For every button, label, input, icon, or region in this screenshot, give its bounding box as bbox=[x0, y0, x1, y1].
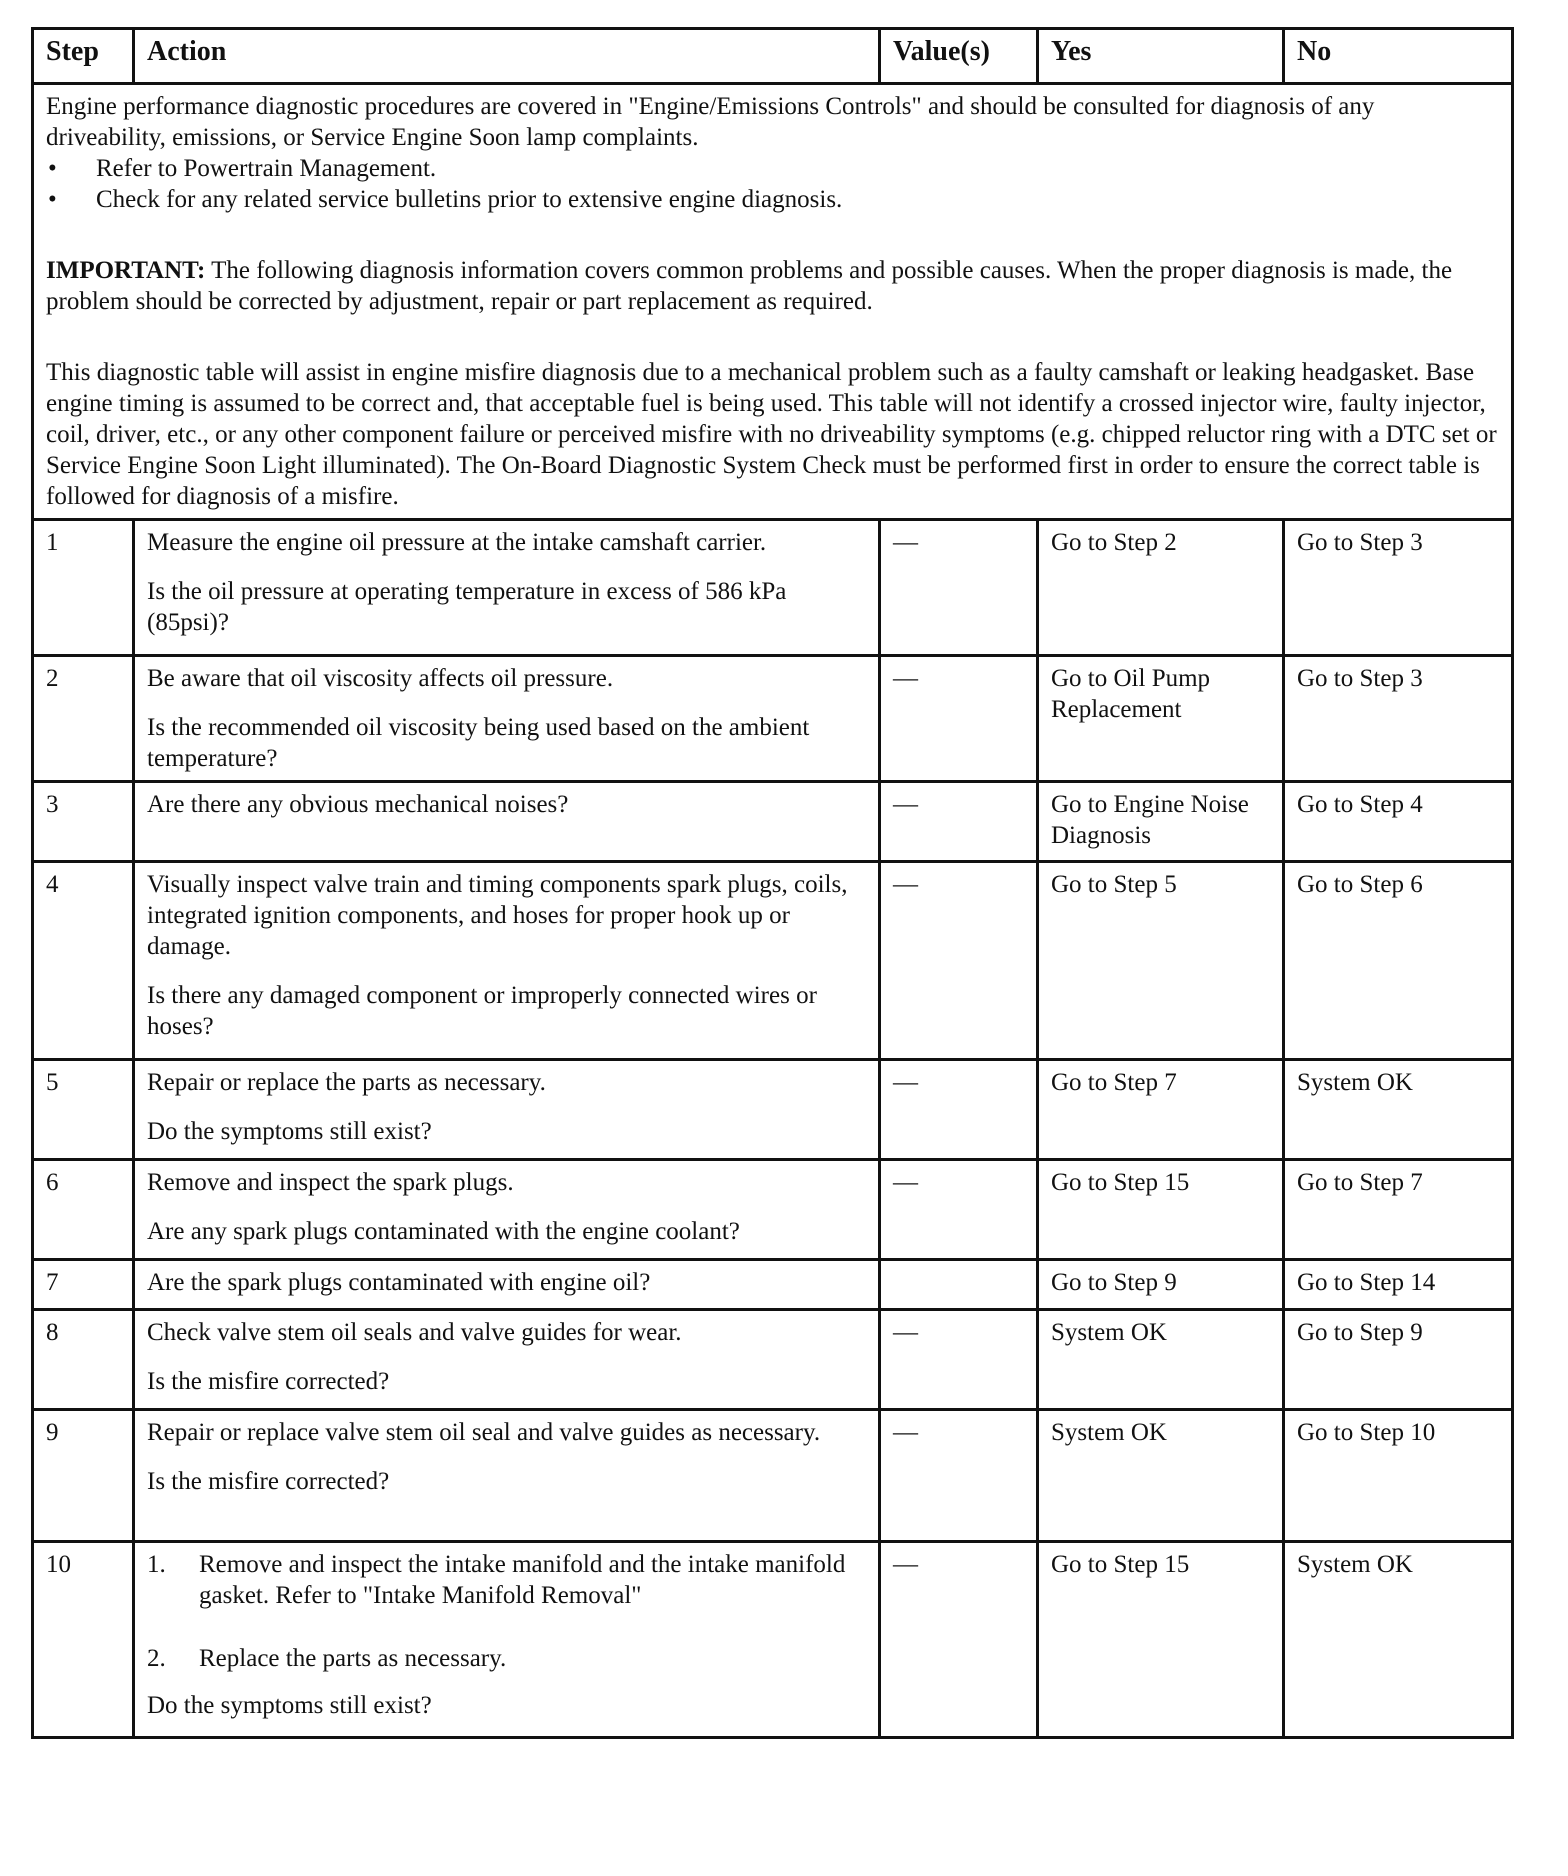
bullet-item: • Refer to Powertrain Management. bbox=[46, 153, 1499, 184]
step-value: — bbox=[880, 1310, 1038, 1410]
step-no: Go to Step 3 bbox=[1284, 520, 1513, 656]
table-row bbox=[33, 1542, 1513, 1738]
step-value: — bbox=[880, 1410, 1038, 1542]
step-action bbox=[134, 1410, 880, 1542]
action-question: Do the symptoms still exist? bbox=[147, 1692, 432, 1719]
step-yes: Go to Step 7 bbox=[1038, 1060, 1284, 1160]
header-values: Value(s) bbox=[880, 29, 1038, 84]
header-row bbox=[33, 29, 1513, 84]
step-action bbox=[134, 520, 880, 656]
step-yes: Go to Step 2 bbox=[1038, 520, 1284, 656]
header-step: Step bbox=[33, 29, 134, 84]
step-value: — bbox=[880, 862, 1038, 1060]
action-question: Are there any obvious mechanical noises? bbox=[147, 791, 569, 818]
list-item bbox=[147, 1643, 866, 1674]
header-yes: Yes bbox=[1038, 29, 1284, 84]
action-question: Is the misfire corrected? bbox=[147, 1468, 390, 1495]
step-no: System OK bbox=[1284, 1060, 1513, 1160]
header-action: Action bbox=[134, 29, 880, 84]
list-item bbox=[147, 1549, 866, 1611]
step-value: — bbox=[880, 1160, 1038, 1260]
step-value: — bbox=[880, 520, 1038, 656]
step-yes: Go to Step 5 bbox=[1038, 862, 1284, 1060]
step-no: Go to Step 14 bbox=[1284, 1260, 1513, 1310]
step-number: 3 bbox=[33, 782, 134, 862]
intro-cell bbox=[33, 84, 1513, 520]
intro-row bbox=[33, 84, 1513, 520]
step-number: 8 bbox=[33, 1310, 134, 1410]
step-no: Go to Step 9 bbox=[1284, 1310, 1513, 1410]
step-number: 1 bbox=[33, 520, 134, 656]
step-yes: Go to Step 15 bbox=[1038, 1160, 1284, 1260]
action-text: Repair or replace the parts as necessary. bbox=[147, 1069, 546, 1096]
action-question: Are any spark plugs contaminated with the engine coolant? bbox=[147, 1218, 740, 1245]
action-question: Is the misfire corrected? bbox=[147, 1368, 390, 1395]
step-yes: Go to Oil Pump Replacement bbox=[1038, 656, 1284, 782]
action-question: Is there any damaged component or improperly connected wires or hoses? bbox=[147, 982, 817, 1040]
step-no: Go to Step 7 bbox=[1284, 1160, 1513, 1260]
step-yes: Go to Step 15 bbox=[1038, 1542, 1284, 1738]
table-row bbox=[33, 656, 1513, 782]
step-number: 4 bbox=[33, 862, 134, 1060]
step-yes: System OK bbox=[1038, 1310, 1284, 1410]
step-no: Go to Step 3 bbox=[1284, 656, 1513, 782]
table-description: This diagnostic table will assist in engine misfire diagnosis due to a mechanical problem such as a faulty camshaft or leaking headgasket. Base engine timing is assumed to be correct and, that acceptable fuel is being used. This table will not identify a crossed injector wire, faulty injector, coil, driver, etc., or any other component failure or perceived misfire with no driveability symptoms (e.g. chipped reluctor ring with a DTC set or Service Engine Soon Light illuminated). The On-Board Diagnostic System Check must be performed first in order to ensure the correct table is followed for diagnosis of a misfire. bbox=[46, 359, 1497, 510]
step-yes: Go to Engine Noise Diagnosis bbox=[1038, 782, 1284, 862]
action-text: Be aware that oil viscosity affects oil pressure. bbox=[147, 665, 614, 692]
step-value bbox=[880, 1260, 1038, 1310]
step-action bbox=[134, 1542, 880, 1738]
step-yes: Go to Step 9 bbox=[1038, 1260, 1284, 1310]
table-row bbox=[33, 782, 1513, 862]
action-question: Is the recommended oil viscosity being used based on the ambient temperature? bbox=[147, 714, 810, 772]
step-number: 2 bbox=[33, 656, 134, 782]
step-no: Go to Step 6 bbox=[1284, 862, 1513, 1060]
table-row bbox=[33, 1310, 1513, 1410]
step-number: 7 bbox=[33, 1260, 134, 1310]
step-action bbox=[134, 1260, 880, 1310]
action-numbered-list bbox=[147, 1549, 866, 1674]
important-note bbox=[46, 255, 1499, 317]
step-number: 10 bbox=[33, 1542, 134, 1738]
action-question: Are the spark plugs contaminated with engine oil? bbox=[147, 1269, 651, 1296]
step-action bbox=[134, 1060, 880, 1160]
table-row bbox=[33, 520, 1513, 656]
list-text: Replace the parts as necessary. bbox=[199, 1645, 507, 1672]
diagnostic-table bbox=[31, 27, 1514, 1739]
action-text: Repair or replace valve stem oil seal and valve guides as necessary. bbox=[147, 1419, 821, 1446]
step-action bbox=[134, 656, 880, 782]
step-action bbox=[134, 1160, 880, 1260]
step-value: — bbox=[880, 1060, 1038, 1160]
step-value: — bbox=[880, 1542, 1038, 1738]
table-row bbox=[33, 1410, 1513, 1542]
action-text: Remove and inspect the spark plugs. bbox=[147, 1169, 514, 1196]
list-number: 1. bbox=[147, 1551, 166, 1578]
table-row bbox=[33, 1060, 1513, 1160]
action-question: Do the symptoms still exist? bbox=[147, 1118, 432, 1145]
step-number: 9 bbox=[33, 1410, 134, 1542]
intro-paragraph: Engine performance diagnostic procedures are covered in "Engine/Emissions Controls" and should be consulted for diagnosis of any driveability, emissions, or Service Engine Soon lamp complaints. bbox=[46, 93, 1375, 151]
table-row bbox=[33, 1160, 1513, 1260]
step-yes: System OK bbox=[1038, 1410, 1284, 1542]
important-label: IMPORTANT: bbox=[46, 257, 206, 284]
table-row bbox=[33, 862, 1513, 1060]
list-number: 2. bbox=[147, 1645, 166, 1672]
table-row bbox=[33, 1260, 1513, 1310]
step-action bbox=[134, 862, 880, 1060]
step-value: — bbox=[880, 782, 1038, 862]
list-text: Remove and inspect the intake manifold and the intake manifold gasket. Refer to "Intake Manifold Removal" bbox=[199, 1551, 846, 1609]
step-number: 5 bbox=[33, 1060, 134, 1160]
header-no: No bbox=[1284, 29, 1513, 84]
step-no: Go to Step 10 bbox=[1284, 1410, 1513, 1542]
step-number: 6 bbox=[33, 1160, 134, 1260]
action-text: Visually inspect valve train and timing components spark plugs, coils, integrated ignition components, and hoses for proper hook up or damage. bbox=[147, 871, 848, 960]
important-text: The following diagnosis information covers common problems and possible causes. When the proper diagnosis is made, the problem should be corrected by adjustment, repair or part replacement as required. bbox=[46, 257, 1453, 315]
action-text: Check valve stem oil seals and valve guides for wear. bbox=[147, 1319, 682, 1346]
action-question: Is the oil pressure at operating temperature in excess of 586 kPa (85psi)? bbox=[147, 578, 787, 636]
step-action bbox=[134, 782, 880, 862]
step-value: — bbox=[880, 656, 1038, 782]
step-no: Go to Step 4 bbox=[1284, 782, 1513, 862]
action-text: Measure the engine oil pressure at the intake camshaft carrier. bbox=[147, 529, 767, 556]
intro-bullet-list bbox=[46, 153, 1499, 215]
step-action bbox=[134, 1310, 880, 1410]
step-no: System OK bbox=[1284, 1542, 1513, 1738]
bullet-item: • Check for any related service bulletins prior to extensive engine diagnosis. bbox=[46, 184, 1499, 215]
